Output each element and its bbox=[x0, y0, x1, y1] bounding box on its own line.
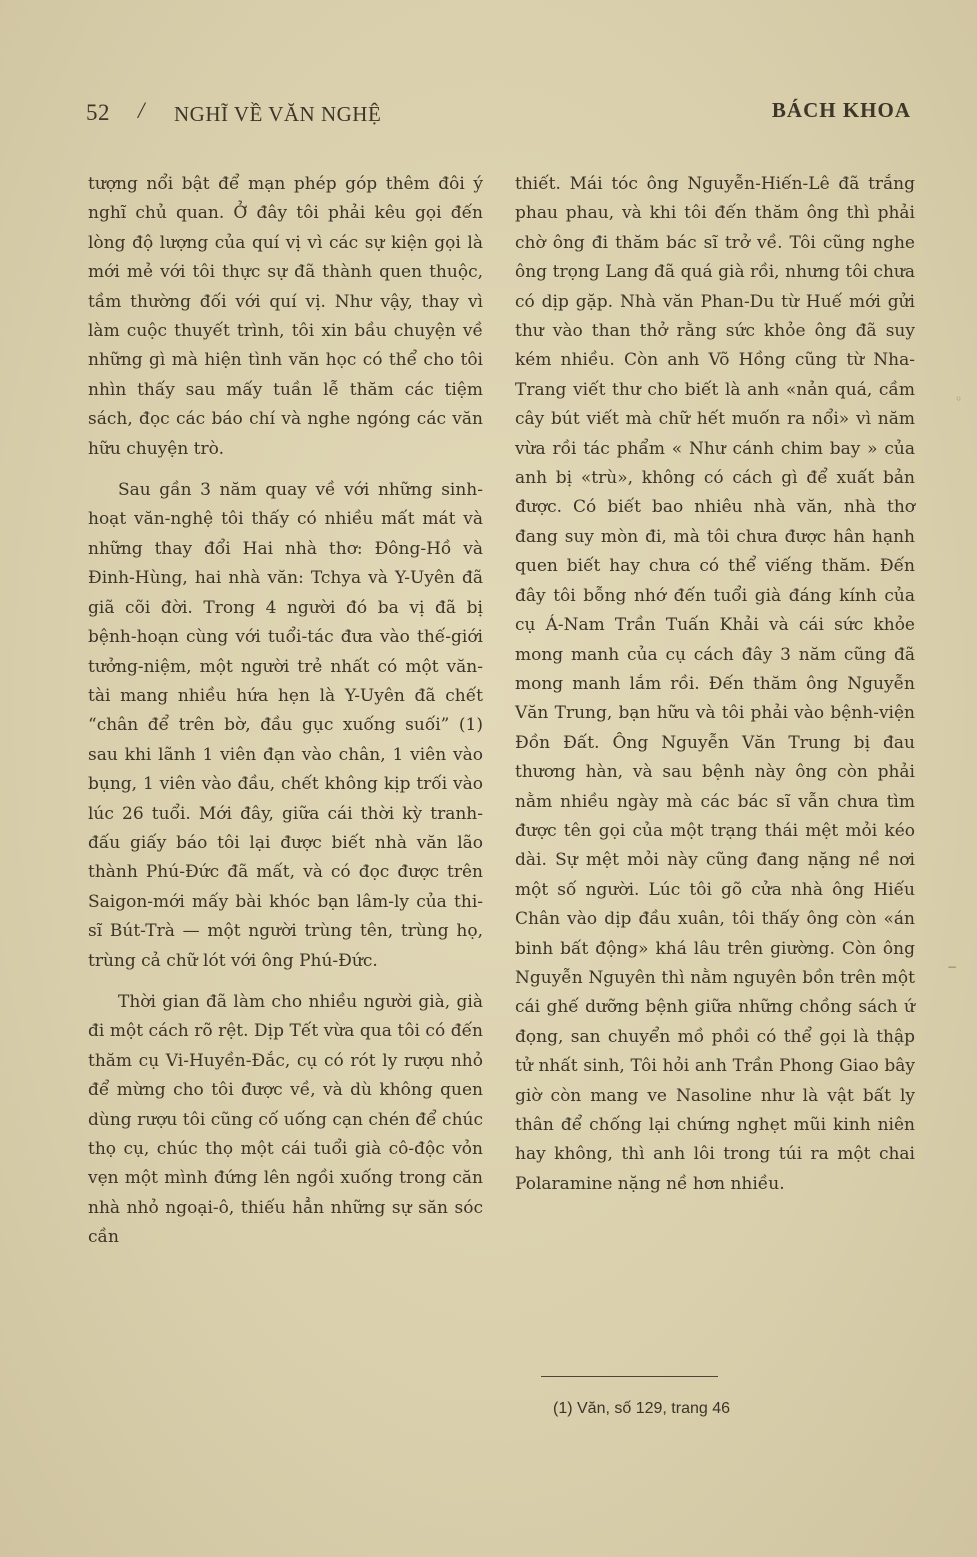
paragraph: tượng nổi bật để mạn phép góp thêm đôi ý nghĩ chủ quan. Ở đây tôi phải kêu gọi đến lòng độ lượng của quí vị vì các sự kiện gọi là mới mẻ với tôi thực sự đã thành quen thuộc, tầm thường đối với quí vị. Như vậy, thay vì làm cuộc thuyết trình, tôi xin bầu chuyện về những gì mà hiện tình văn học có thể cho tôi nhìn thấy sau mấy tuần lễ thăm các tiệm sách, đọc các báo chí và nghe ngóng các văn hữu chuyện trò. bbox=[88, 174, 483, 459]
footnote: (1) Văn, số 129, trang 46 bbox=[553, 1400, 730, 1417]
paragraph: Sau gần 3 năm quay về với những sinh-hoạt văn-nghệ tôi thấy có nhiều mất mát và những thay đổi Hai nhà thơ: Đông-Hồ và Đinh-Hùng, hai nhà văn: Tchya và Y-Uyên đã giã cõi đời. Trong 4 người đó ba vị đã bị bệnh-hoạn cùng với tuổi-tác đưa vào thế-giới tưởng-niệm, một người trẻ nhất có một văn-tài mang nhiều hứa hẹn là Y-Uyên đã chết “chân để trên bờ, đầu gục xuống suối” (1) sau khi lãnh 1 viên đạn vào chân, 1 viên vào bụng, 1 viên vào đầu, chết không kịp trối vào lúc 26 tuổi. Mới đây, giữa cái thời kỳ tranh-đấu giấy báo tôi lại được biết nhà văn lão thành Phú-Đức đã mất, và có đọc được trên Saigon-mới mấy bài khóc bạn lâm-ly của thi-sĩ Bút-Trà — một người trùng tên, trùng họ, trùng cả chữ lót với ông Phú-Đức. bbox=[88, 480, 483, 971]
footnote-divider bbox=[541, 1376, 718, 1377]
page-number: 52 bbox=[86, 100, 110, 125]
magazine-name: BÁCH KHOA bbox=[771, 98, 911, 122]
page-header bbox=[86, 96, 911, 126]
left-column bbox=[88, 170, 483, 1253]
margin-speck: ◦ bbox=[955, 392, 963, 406]
paragraph: Thời gian đã làm cho nhiều người già, già đi một cách rõ rệt. Dịp Tết vừa qua tôi có đến thăm cụ Vi-Huyền-Đắc, cụ có rót ly rượu nhỏ để mừng cho tôi được về, và dù không quen dùng rượu tôi cũng cố uống cạn chén để chúc thọ cụ, chúc thọ một cái tuổi già cô-độc vỏn vẹn một mình đứng lên ngồi xuống trong căn nhà nhỏ ngoại-ô, thiếu hẳn những sự săn sóc cần bbox=[88, 991, 483, 1248]
series-title: NGHĨ VỀ VĂN NGHỆ bbox=[174, 102, 382, 126]
margin-speck: − bbox=[947, 960, 958, 974]
header-separator: / bbox=[138, 98, 145, 123]
paragraph: thiết. Mái tóc ông Nguyễn-Hiến-Lê đã trắng phau phau, và khi tôi đến thăm ông thì phải chờ ông đi thăm bác sĩ trở về. Tôi cũng nghe ông trọng Lang đã quá già rồi, nhưng tôi chưa có dịp gặp. Nhà văn Phan-Du từ Huế mới gửi thư vào than thở rằng sức khỏe ông đã suy kém nhiều. Còn anh Võ Hồng cũng từ Nha-Trang viết thư cho biết là anh «nản quá, cầm cây bút viết mà chữ hết muốn ra nổi» vì năm vừa rồi tác phẩm « Như cánh chim bay » của anh bị «trù», không có cách gì để xuất bản được. Có biết bao nhiêu nhà văn, nhà thơ đang suy mòn đi, mà tôi chưa được hân hạnh quen biết hay chưa có thể viếng thăm. Đến đây tôi bỗng nhớ đến tuổi già đáng kính của cụ Á-Nam Trần Tuấn Khải và cái sức khỏe mong manh của cụ cách đây 3 năm cũng đã mong manh lắm rồi. Đến thăm ông Nguyễn Văn Trung, bạn hữu và tôi phải vào bệnh-viện Đồn Đất. Ông Nguyễn Văn Trung bị đau thương hàn, và sau bệnh này ông còn phải nằm nhiều ngày mà các bác sĩ vẫn chưa tìm được tên gọi của một trạng thái mệt mỏi kéo dài. Sự mệt mỏi này cũng đang nặng nề nơi một số người. Lúc tôi gõ cửa nhà ông Hiếu Chân vào dịp đầu xuân, tôi thấy ông còn «án binh bất động» khá lâu trên giường. Còn ông Nguyễn Nguyên thì nằm nguyên bồn trên một cái ghế dưỡng bệnh giữa những chồng sách ứ đọng, san chuyển mồ phồi có thể gọi là thập tử nhất sinh, Tôi hỏi anh Trần Phong Giao bây giờ còn mang ve Nasoline như là vật bất ly thân để chống lại chứng nghẹt mũi kinh niên hay không, thì anh lôi trong túi ra một chai Polaramine nặng nề hơn nhiều. bbox=[515, 174, 915, 1194]
right-column bbox=[515, 170, 915, 1199]
